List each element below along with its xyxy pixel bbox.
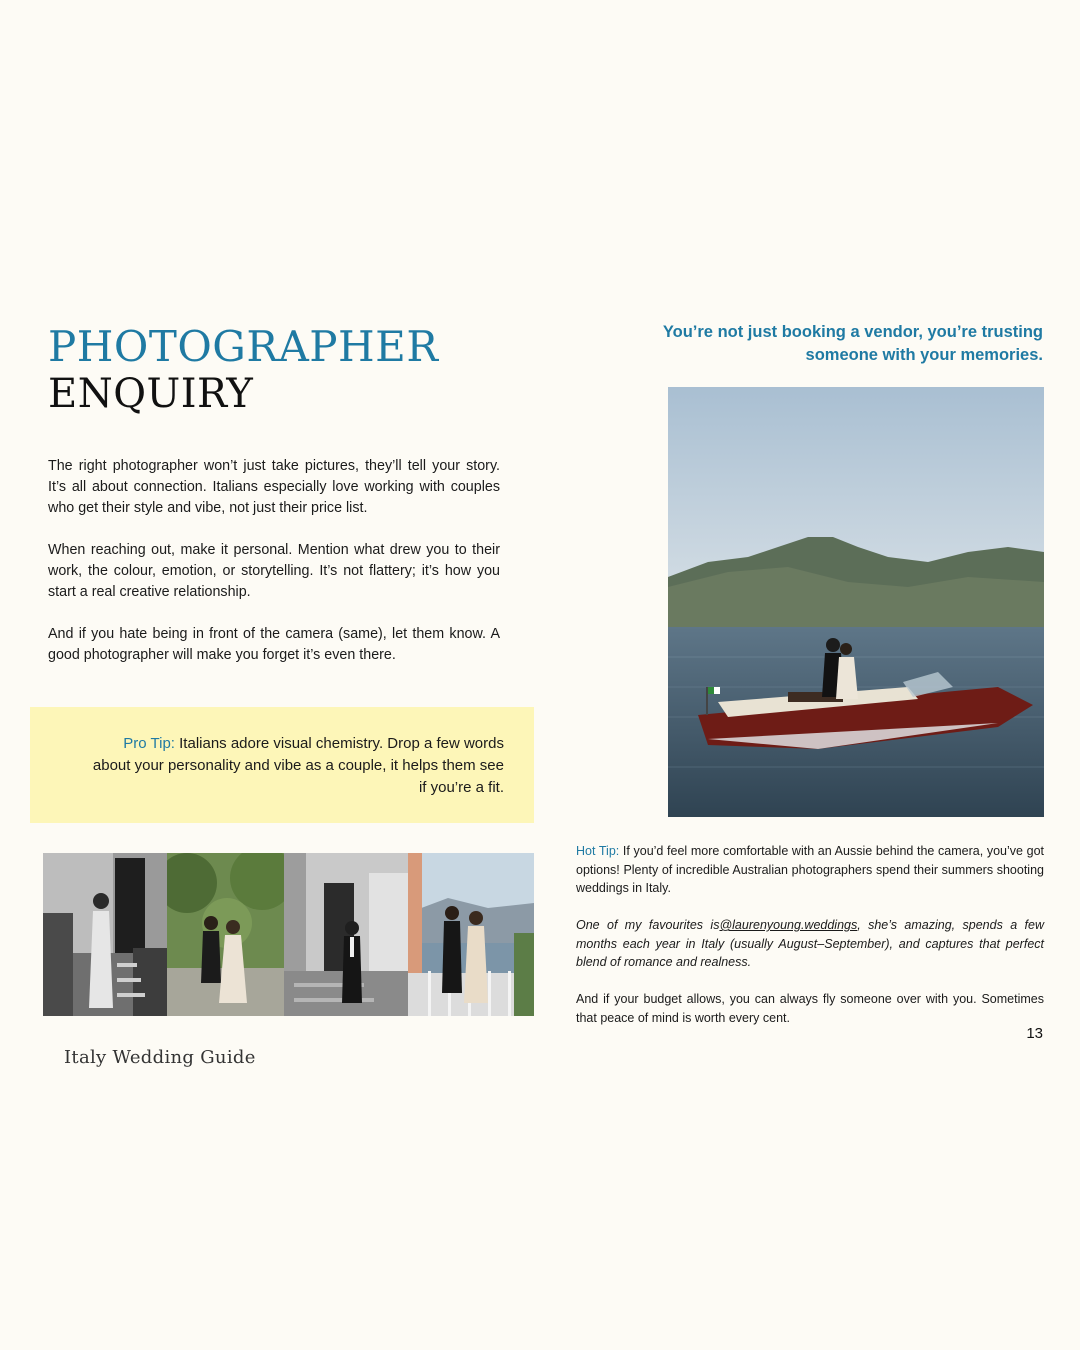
- pro-tip-box: [30, 707, 534, 823]
- photo-couple-balcony: [408, 853, 534, 1016]
- hot-tip-section: [576, 842, 1044, 1046]
- hot-tip-p2-after: , she’s amazing, spends a few months each year in Italy (usually August–September), and captures that perfect blend of romance and realness.: [576, 918, 1044, 969]
- intro-text: [48, 456, 500, 687]
- pro-tip-label: Pro Tip:: [123, 735, 175, 752]
- photographer-instagram-link[interactable]: @laurenyoung.weddings: [719, 918, 858, 932]
- pro-tip-text: [84, 733, 504, 799]
- hot-tip-p2-before: One of my favourites is: [576, 918, 720, 932]
- hot-tip-body: If you’d feel more comfortable with an Aussie behind the camera, you’ve got options! Plenty of incredible Australian photographers spend their summers shooting weddings in Italy.: [576, 844, 1044, 895]
- pro-tip-body: Italians adore visual chemistry. Drop a few words about your personality and vibe as a couple, it helps them see if you’re a fit.: [92, 735, 504, 796]
- hot-tip-paragraph-2: [576, 916, 1044, 972]
- photo-strip: [43, 853, 534, 1016]
- intro-paragraph-2: When reaching out, make it personal. Mention what drew you to their work, the colour, emotion, or storytelling. It’s not flattery; it’s how you start a real creative relationship.: [48, 542, 500, 600]
- hot-tip-label: Hot Tip:: [576, 844, 620, 858]
- intro-paragraph-1: The right photographer won’t just take pictures, they’ll tell your story. It’s all about connection. Italians especially love working with couples who get their style and vibe, not just their price list.: [48, 458, 500, 516]
- page-number: 13: [1026, 1025, 1043, 1042]
- page-title-line2: ENQUIRY: [48, 371, 254, 417]
- footer-brand: Italy Wedding Guide: [64, 1047, 256, 1068]
- photo-groom-steps: [284, 853, 408, 1016]
- hot-tip-paragraph-3: And if your budget allows, you can always fly someone over with you. Sometimes that peace of mind is worth every cent.: [576, 992, 1044, 1025]
- photo-boat-lake: [668, 387, 1044, 817]
- intro-paragraph-3: And if you hate being in front of the camera (same), let them know. A good photographer will make you forget it’s even there.: [48, 626, 500, 663]
- pull-quote: You’re not just booking a vendor, you’re trusting someone with your memories.: [662, 323, 1043, 364]
- photo-bride-doorway: [43, 853, 167, 1016]
- page-title-line1: PHOTOGRAPHER: [48, 322, 439, 371]
- hot-tip-paragraph-1: [576, 842, 1044, 898]
- photo-couple-garden: [167, 853, 284, 1016]
